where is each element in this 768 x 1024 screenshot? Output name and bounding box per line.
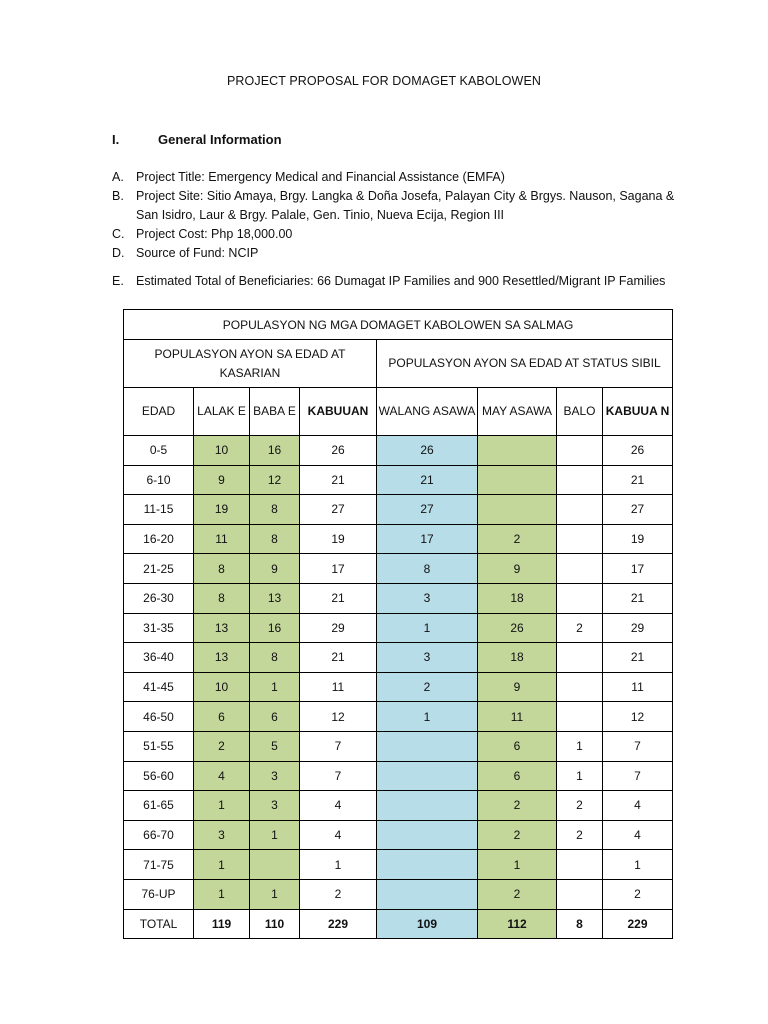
table-cell: 26-30: [124, 583, 194, 613]
table-row: [124, 879, 673, 909]
table-cell: 17: [377, 524, 478, 554]
table-cell: 7: [300, 761, 377, 791]
section-label: General Information: [158, 132, 282, 147]
table-cell: 76-UP: [124, 879, 194, 909]
table-cell: 2: [300, 879, 377, 909]
table-cell: 21: [603, 643, 673, 673]
table-row: [124, 672, 673, 702]
table-cell: 41-45: [124, 672, 194, 702]
table-cell: 16-20: [124, 524, 194, 554]
table-cell: [557, 702, 603, 732]
table-cell: 21: [300, 643, 377, 673]
table-cell: [557, 436, 603, 466]
table-cell: 26: [377, 436, 478, 466]
table-cell: 16: [250, 436, 300, 466]
table-cell: [557, 524, 603, 554]
table-cell: [557, 850, 603, 880]
table-cell: 31-35: [124, 613, 194, 643]
table-cell: 8: [250, 643, 300, 673]
table-cell: 21: [603, 465, 673, 495]
table-cell: 21-25: [124, 554, 194, 584]
info-item-source-of-fund: [112, 244, 692, 263]
total-cell: 112: [478, 909, 557, 939]
table-cell: 11: [478, 702, 557, 732]
column-header: WALANG ASAWA: [377, 388, 478, 436]
item-text: Estimated Total of Beneficiaries: 66 Dumagat IP Families and 900 Resettled/Migrant IP Families: [136, 274, 666, 288]
table-cell: 8: [194, 554, 250, 584]
table-cell: 26: [603, 436, 673, 466]
total-cell: TOTAL: [124, 909, 194, 939]
total-row: [124, 909, 673, 939]
group-header-age-sex: POPULASYON AYON SA EDAD AT KASARIAN: [124, 340, 377, 388]
table-cell: 11: [194, 524, 250, 554]
table-cell: 1: [300, 850, 377, 880]
table-cell: 5: [250, 731, 300, 761]
table-cell: [377, 761, 478, 791]
table-cell: 9: [478, 554, 557, 584]
info-item-project-cost: [112, 225, 692, 244]
table-row: [124, 820, 673, 850]
table-cell: 29: [603, 613, 673, 643]
table-cell: [478, 465, 557, 495]
table-cell: 11-15: [124, 495, 194, 525]
table-cell: 19: [603, 524, 673, 554]
table-cell: 11: [603, 672, 673, 702]
table-cell: 16: [250, 613, 300, 643]
table-cell: 18: [478, 643, 557, 673]
column-header: MAY ASAWA: [478, 388, 557, 436]
table-cell: 51-55: [124, 731, 194, 761]
item-letter: B.: [112, 189, 124, 203]
item-text: Project Site: Sitio Amaya, Brgy. Langka & Doña Josefa, Palayan City & Brgys. Nauson, Sagana & San Isidro, Laur & Brgy. Palale, Gen. Tinio, Nueva Ecija, Region III: [136, 189, 675, 222]
table-cell: 12: [603, 702, 673, 732]
table-cell: 2: [557, 820, 603, 850]
item-letter: A.: [112, 170, 124, 184]
table-cell: 12: [250, 465, 300, 495]
item-text: Project Cost: Php 18,000.00: [136, 227, 293, 241]
info-list: [112, 168, 692, 291]
table-cell: 13: [194, 643, 250, 673]
item-text: Source of Fund: NCIP: [136, 246, 259, 260]
table-cell: [557, 879, 603, 909]
table-cell: 8: [250, 524, 300, 554]
table-cell: 4: [300, 791, 377, 821]
table-cell: 1: [194, 791, 250, 821]
table-cell: 17: [300, 554, 377, 584]
table-row: [124, 465, 673, 495]
table-cell: 8: [250, 495, 300, 525]
table-cell: 1: [377, 613, 478, 643]
table-cell: 0-5: [124, 436, 194, 466]
info-item-beneficiaries: [112, 272, 692, 291]
table-cell: 2: [557, 613, 603, 643]
table-cell: 11: [300, 672, 377, 702]
table-cell: 7: [603, 731, 673, 761]
page-title: PROJECT PROPOSAL FOR DOMAGET KABOLOWEN: [226, 74, 542, 88]
table-cell: 12: [300, 702, 377, 732]
table-cell: 6: [478, 731, 557, 761]
table-cell: 19: [194, 495, 250, 525]
table-cell: 6: [250, 702, 300, 732]
table-cell: 2: [603, 879, 673, 909]
table-cell: 1: [377, 702, 478, 732]
table-cell: 4: [603, 791, 673, 821]
table-cell: 27: [300, 495, 377, 525]
table-cell: [377, 791, 478, 821]
table-cell: 21: [300, 465, 377, 495]
table-cell: 1: [250, 820, 300, 850]
table-cell: 2: [478, 879, 557, 909]
table-row: [124, 613, 673, 643]
table-cell: 8: [377, 554, 478, 584]
column-header: LALAK E: [194, 388, 250, 436]
column-header: KABUUAN: [300, 388, 377, 436]
table-row: [124, 702, 673, 732]
item-letter: D.: [112, 246, 125, 260]
table-row: [124, 791, 673, 821]
table-cell: [377, 820, 478, 850]
table-cell: [250, 850, 300, 880]
table-row: [124, 850, 673, 880]
table-cell: 2: [478, 791, 557, 821]
column-header: BABA E: [250, 388, 300, 436]
table-cell: [478, 436, 557, 466]
table-cell: 18: [478, 583, 557, 613]
table-cell: 61-65: [124, 791, 194, 821]
table-cell: 21: [603, 583, 673, 613]
column-header: EDAD: [124, 388, 194, 436]
table-cell: 2: [194, 731, 250, 761]
table-cell: 17: [603, 554, 673, 584]
table-cell: [557, 672, 603, 702]
table-cell: 2: [478, 820, 557, 850]
table-cell: 4: [603, 820, 673, 850]
table-row: [124, 524, 673, 554]
table-cell: 26: [300, 436, 377, 466]
table-cell: 6: [194, 702, 250, 732]
table-cell: 3: [377, 643, 478, 673]
table-cell: 21: [377, 465, 478, 495]
table-cell: 71-75: [124, 850, 194, 880]
item-letter: C.: [112, 227, 125, 241]
item-letter: E.: [112, 274, 124, 288]
table-cell: 19: [300, 524, 377, 554]
table-cell: 9: [250, 554, 300, 584]
table-cell: 27: [377, 495, 478, 525]
total-cell: 229: [603, 909, 673, 939]
table-cell: 3: [250, 791, 300, 821]
table-cell: 3: [377, 583, 478, 613]
table-cell: 13: [250, 583, 300, 613]
table-cell: 21: [300, 583, 377, 613]
population-table: [123, 309, 673, 939]
info-item-project-site: [112, 187, 692, 225]
table-cell: 6-10: [124, 465, 194, 495]
info-item-project-title: [112, 168, 692, 187]
total-cell: 110: [250, 909, 300, 939]
table-cell: 2: [478, 524, 557, 554]
table-cell: 1: [478, 850, 557, 880]
table-cell: 46-50: [124, 702, 194, 732]
table-cell: 10: [194, 436, 250, 466]
table-cell: 8: [194, 583, 250, 613]
table-cell: 9: [194, 465, 250, 495]
table-cell: 9: [478, 672, 557, 702]
table-cell: 7: [300, 731, 377, 761]
table-cell: 2: [557, 791, 603, 821]
table-cell: 29: [300, 613, 377, 643]
table-cell: 4: [300, 820, 377, 850]
section-heading: [112, 132, 282, 147]
table-cell: [557, 583, 603, 613]
group-header-civil-status: POPULASYON AYON SA EDAD AT STATUS SIBIL: [377, 340, 673, 388]
table-row: [124, 436, 673, 466]
table-cell: [377, 879, 478, 909]
table-cell: 1: [194, 879, 250, 909]
table-row: [124, 643, 673, 673]
table-cell: 36-40: [124, 643, 194, 673]
table-cell: [377, 850, 478, 880]
table-title: POPULASYON NG MGA DOMAGET KABOLOWEN SA SALMAG: [124, 310, 673, 340]
table-cell: 1: [250, 672, 300, 702]
table-row: [124, 761, 673, 791]
section-number: I.: [112, 132, 120, 147]
table-cell: [557, 643, 603, 673]
table-cell: 2: [377, 672, 478, 702]
item-text: Project Title: Emergency Medical and Financial Assistance (EMFA): [136, 170, 505, 184]
table-cell: 1: [603, 850, 673, 880]
table-cell: 1: [250, 879, 300, 909]
table-cell: 13: [194, 613, 250, 643]
table-row: [124, 495, 673, 525]
table-cell: [557, 465, 603, 495]
table-row: [124, 554, 673, 584]
total-cell: 119: [194, 909, 250, 939]
total-cell: 8: [557, 909, 603, 939]
table-cell: 1: [194, 850, 250, 880]
table-cell: 3: [250, 761, 300, 791]
table-cell: 6: [478, 761, 557, 791]
table-cell: 56-60: [124, 761, 194, 791]
table-cell: [557, 554, 603, 584]
table-cell: [478, 495, 557, 525]
column-header: BALO: [557, 388, 603, 436]
table-row: [124, 583, 673, 613]
table-cell: [377, 731, 478, 761]
table-cell: 26: [478, 613, 557, 643]
table-cell: 10: [194, 672, 250, 702]
total-cell: 109: [377, 909, 478, 939]
table-cell: 1: [557, 731, 603, 761]
total-cell: 229: [300, 909, 377, 939]
table-row: [124, 731, 673, 761]
table-cell: 3: [194, 820, 250, 850]
table-cell: 7: [603, 761, 673, 791]
column-header: KABUUA N: [603, 388, 673, 436]
table-cell: 27: [603, 495, 673, 525]
table-cell: 4: [194, 761, 250, 791]
table-cell: [557, 495, 603, 525]
table-cell: 1: [557, 761, 603, 791]
table-cell: 66-70: [124, 820, 194, 850]
